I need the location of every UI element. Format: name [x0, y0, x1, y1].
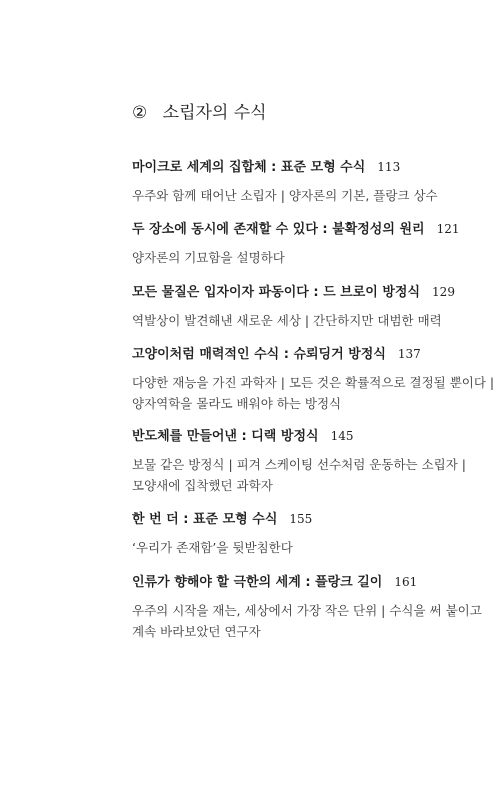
toc-entry[interactable] — [132, 345, 495, 414]
entry-description-line: ‘우리가 존재함’을 뒷받침한다 — [132, 540, 293, 555]
entry-description-line: 우주와 함께 태어난 소립자 | 양자론의 기본, 플랑크 상수 — [132, 188, 438, 203]
entry-page-number: 155 — [289, 512, 313, 526]
toc-entry[interactable] — [132, 158, 472, 206]
entry-title: 한 번 더 : 표준 모형 수식 — [132, 512, 278, 527]
section-heading — [132, 98, 267, 123]
entry-description-line: 양자역학을 몰라도 배워야 하는 방정식 — [132, 396, 342, 411]
entry-title: 고양이처럼 매력적인 수식 : 슈뢰딩거 방정식 — [132, 347, 386, 362]
entry-page-number: 113 — [377, 160, 401, 174]
entry-page-number: 145 — [330, 429, 354, 443]
entry-description-line: 모양새에 집착했던 과학자 — [132, 478, 273, 493]
toc-entry[interactable] — [132, 220, 472, 268]
entry-title: 모든 물질은 입자이자 파동이다 : 드 브로이 방정식 — [132, 285, 421, 300]
toc-entry[interactable] — [132, 427, 472, 496]
entry-description-line: 역발상이 발견해낸 새로운 세상 | 간단하지만 대범한 매력 — [132, 313, 442, 328]
entry-description-line: 계속 바라보았던 연구자 — [132, 624, 261, 639]
entry-description-line: 다양한 재능을 가진 과학자 | 모든 것은 확률적으로 결정될 뿐이다 | — [132, 375, 495, 390]
entry-description-line: 우주의 시작을 재는, 세상에서 가장 작은 단위 | 수식을 써 붙이고 — [132, 603, 482, 618]
section-number: ② — [132, 103, 148, 123]
section-title: 소립자의 수식 — [162, 103, 267, 123]
toc-entry[interactable] — [132, 573, 482, 642]
entry-page-number: 161 — [394, 575, 418, 589]
entry-description-line: 보물 같은 방정식 | 피겨 스케이팅 선수처럼 운동하는 소립자 | — [132, 457, 466, 472]
entry-page-number: 137 — [397, 347, 421, 361]
entry-page-number: 121 — [436, 222, 460, 236]
toc-entry[interactable] — [132, 283, 472, 331]
entry-title: 반도체를 만들어낸 : 디랙 방정식 — [132, 429, 319, 444]
toc-entry[interactable] — [132, 510, 472, 558]
entry-title: 마이크로 세계의 집합체 : 표준 모형 수식 — [132, 160, 366, 175]
entry-page-number: 129 — [432, 285, 455, 299]
entry-title: 두 장소에 동시에 존재할 수 있다 : 불확정성의 원리 — [132, 222, 425, 237]
entry-description-line: 양자론의 기묘함을 설명하다 — [132, 250, 285, 265]
entry-title: 인류가 향해야 할 극한의 세계 : 플랑크 길이 — [132, 575, 383, 590]
